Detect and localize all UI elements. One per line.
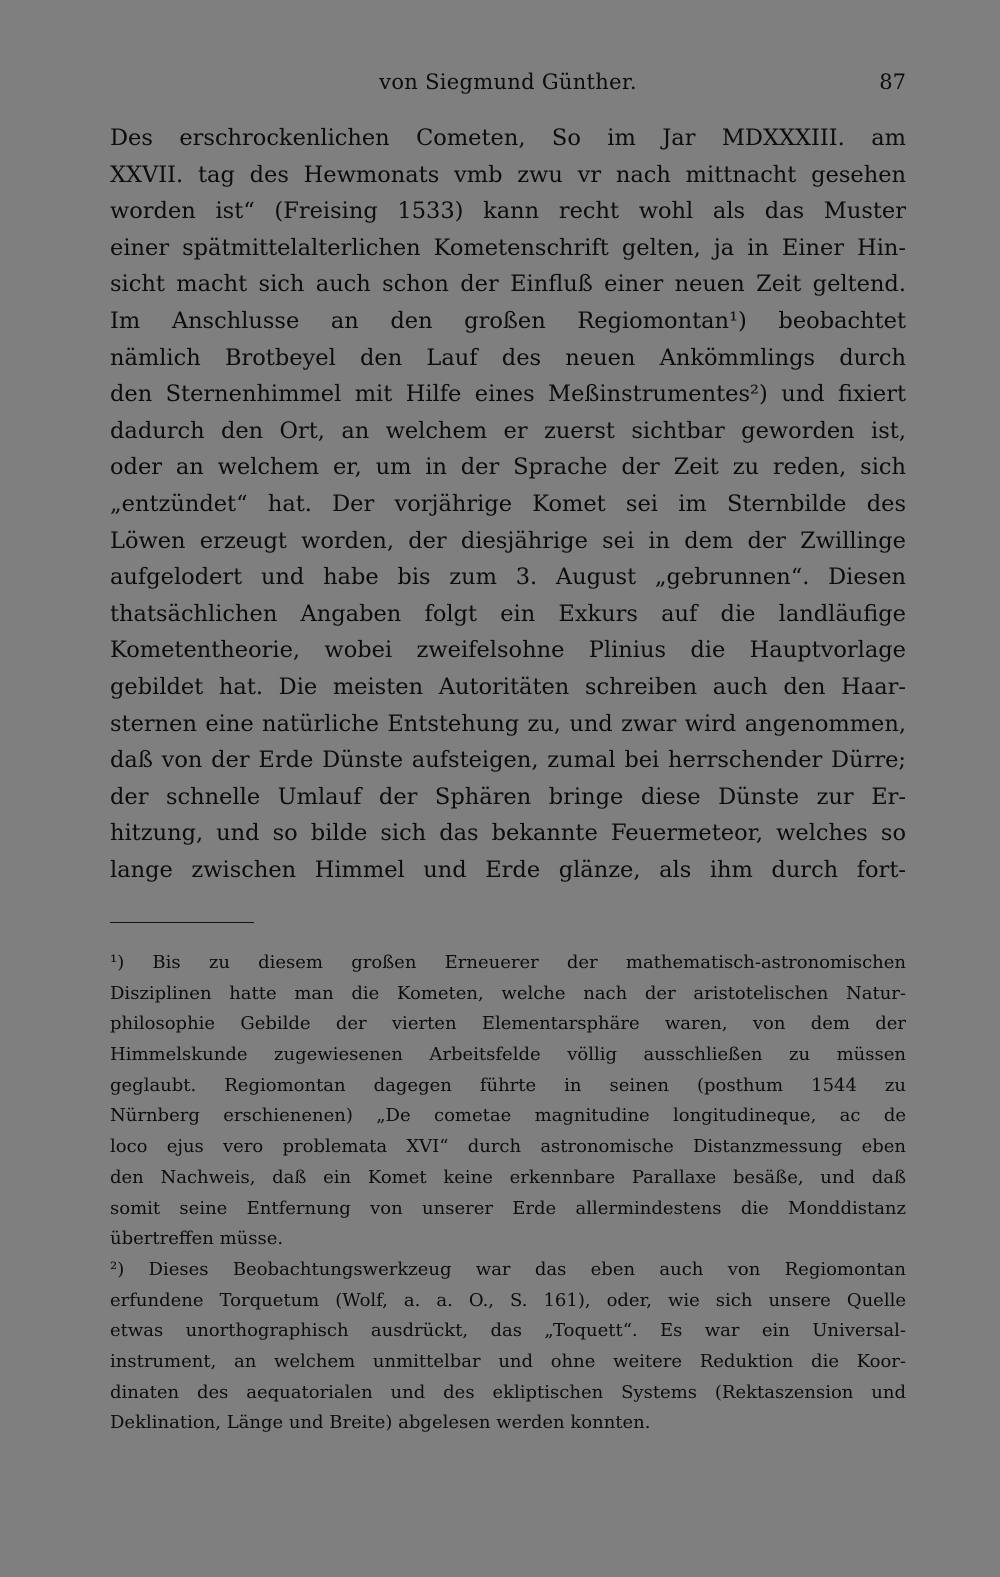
footnote-line: philosophie Gebilde der vierten Elementarsphäre waren, von dem der	[110, 1013, 906, 1035]
footnote-line: dinaten des aequatorialen und des ekliptischen Systems (Rektaszension und	[110, 1381, 906, 1403]
footnote-line: übertreffen müsse.	[110, 1228, 284, 1250]
main-text	[110, 120, 906, 888]
text-line: den Sternenhimmel mit Hilfe eines Meßinstrumentes²) und fixiert	[110, 381, 906, 408]
footnote-line: ²) Dieses Beobachtungswerkzeug war das eben auch von Regiomontan	[110, 1258, 906, 1280]
text-line: der schnelle Umlauf der Sphären bringe diese Dünste zur Er-	[110, 783, 906, 810]
text-line: Löwen erzeugt worden, der diesjährige sei in dem der Zwillinge	[110, 527, 906, 554]
text-line: daß von der Erde Dünste aufsteigen, zumal bei herrschender Dürre;	[110, 747, 906, 774]
text-line: aufgelodert und habe bis zum 3. August „gebrunnen“. Diesen	[110, 564, 906, 591]
footnote-line: Nürnberg erschienenen) „De cometae magnitudine longitudineque, ac de	[110, 1105, 906, 1127]
footnote-line: loco ejus vero problemata XVI“ durch astronomische Distanzmessung eben	[110, 1136, 906, 1158]
text-line: Im Anschlusse an den großen Regiomontan¹) beobachtet	[110, 307, 906, 334]
footnote-line: somit seine Entfernung von unserer Erde allermindestens die Monddistanz	[110, 1197, 906, 1219]
text-line: Des erschrockenlichen Cometen, So im Jar MDXXXIII. am	[110, 125, 906, 151]
footnote-line: ¹) Bis zu diesem großen Erneuerer der mathematisch-astronomischen	[110, 952, 906, 973]
page-header	[110, 70, 906, 100]
text-line: lange zwischen Himmel und Erde glänze, als ihm durch fort-	[110, 856, 906, 883]
text-line: XXVII. tag des Hewmonats vmb zwu vr nach mittnacht gesehen	[110, 161, 906, 188]
footnote-line: erfundene Torquetum (Wolf, a. a. O., S. 161), oder, wie sich unsere Quelle	[110, 1289, 906, 1311]
footnote-line: etwas unorthographisch ausdrückt, das „Toquett“. Es war ein Universal-	[110, 1320, 906, 1342]
footnotes	[110, 948, 906, 1439]
footnote-line: Himmelskunde zugewiesenen Arbeitsfelde völlig ausschließen zu müssen	[110, 1044, 906, 1066]
footnote-line: den Nachweis, daß ein Komet keine erkennbare Parallaxe besäße, und daß	[110, 1166, 906, 1188]
text-line: sicht macht sich auch schon der Einfluß einer neuen Zeit geltend.	[110, 271, 906, 298]
running-title: von Siegmund Günther.	[379, 70, 637, 94]
text-line: einer spätmittelalterlichen Kometenschrift gelten, ja in Einer Hin-	[110, 234, 906, 261]
text-line: thatsächlichen Angaben folgt ein Exkurs auf die landläufige	[110, 600, 906, 627]
footnote-separator	[110, 922, 254, 923]
text-line: Kometentheorie, wobei zweifelsohne Plinius die Hauptvorlage	[110, 637, 906, 664]
text-line: worden ist“ (Freising 1533) kann recht wohl als das Muster	[110, 198, 906, 225]
footnote-line: Disziplinen hatte man die Kometen, welche nach der aristotelischen Natur-	[110, 982, 906, 1004]
footnote-line: geglaubt. Regiomontan dagegen führte in seinen (posthum 1544 zu	[110, 1074, 906, 1096]
text-line: hitzung, und so bilde sich das bekannte Feuermeteor, welches so	[110, 820, 906, 847]
footnote-line: Deklination, Länge und Breite) abgelesen werden konnten.	[110, 1412, 651, 1434]
text-line: dadurch den Ort, an welchem er zuerst sichtbar geworden ist,	[110, 417, 906, 444]
page-number: 87	[879, 70, 906, 94]
text-line: gebildet hat. Die meisten Autoritäten schreiben auch den Haar-	[110, 673, 906, 700]
text-line: nämlich Brotbeyel den Lauf des neuen Ankömmlings durch	[110, 344, 906, 371]
text-line: sternen eine natürliche Entstehung zu, und zwar wird angenommen,	[110, 710, 906, 737]
text-line: „entzündet“ hat. Der vorjährige Komet sei im Sternbilde des	[110, 490, 906, 517]
text-line: oder an welchem er, um in der Sprache der Zeit zu reden, sich	[110, 454, 906, 481]
footnote-line: instrument, an welchem unmittelbar und ohne weitere Reduktion die Koor-	[110, 1350, 906, 1372]
